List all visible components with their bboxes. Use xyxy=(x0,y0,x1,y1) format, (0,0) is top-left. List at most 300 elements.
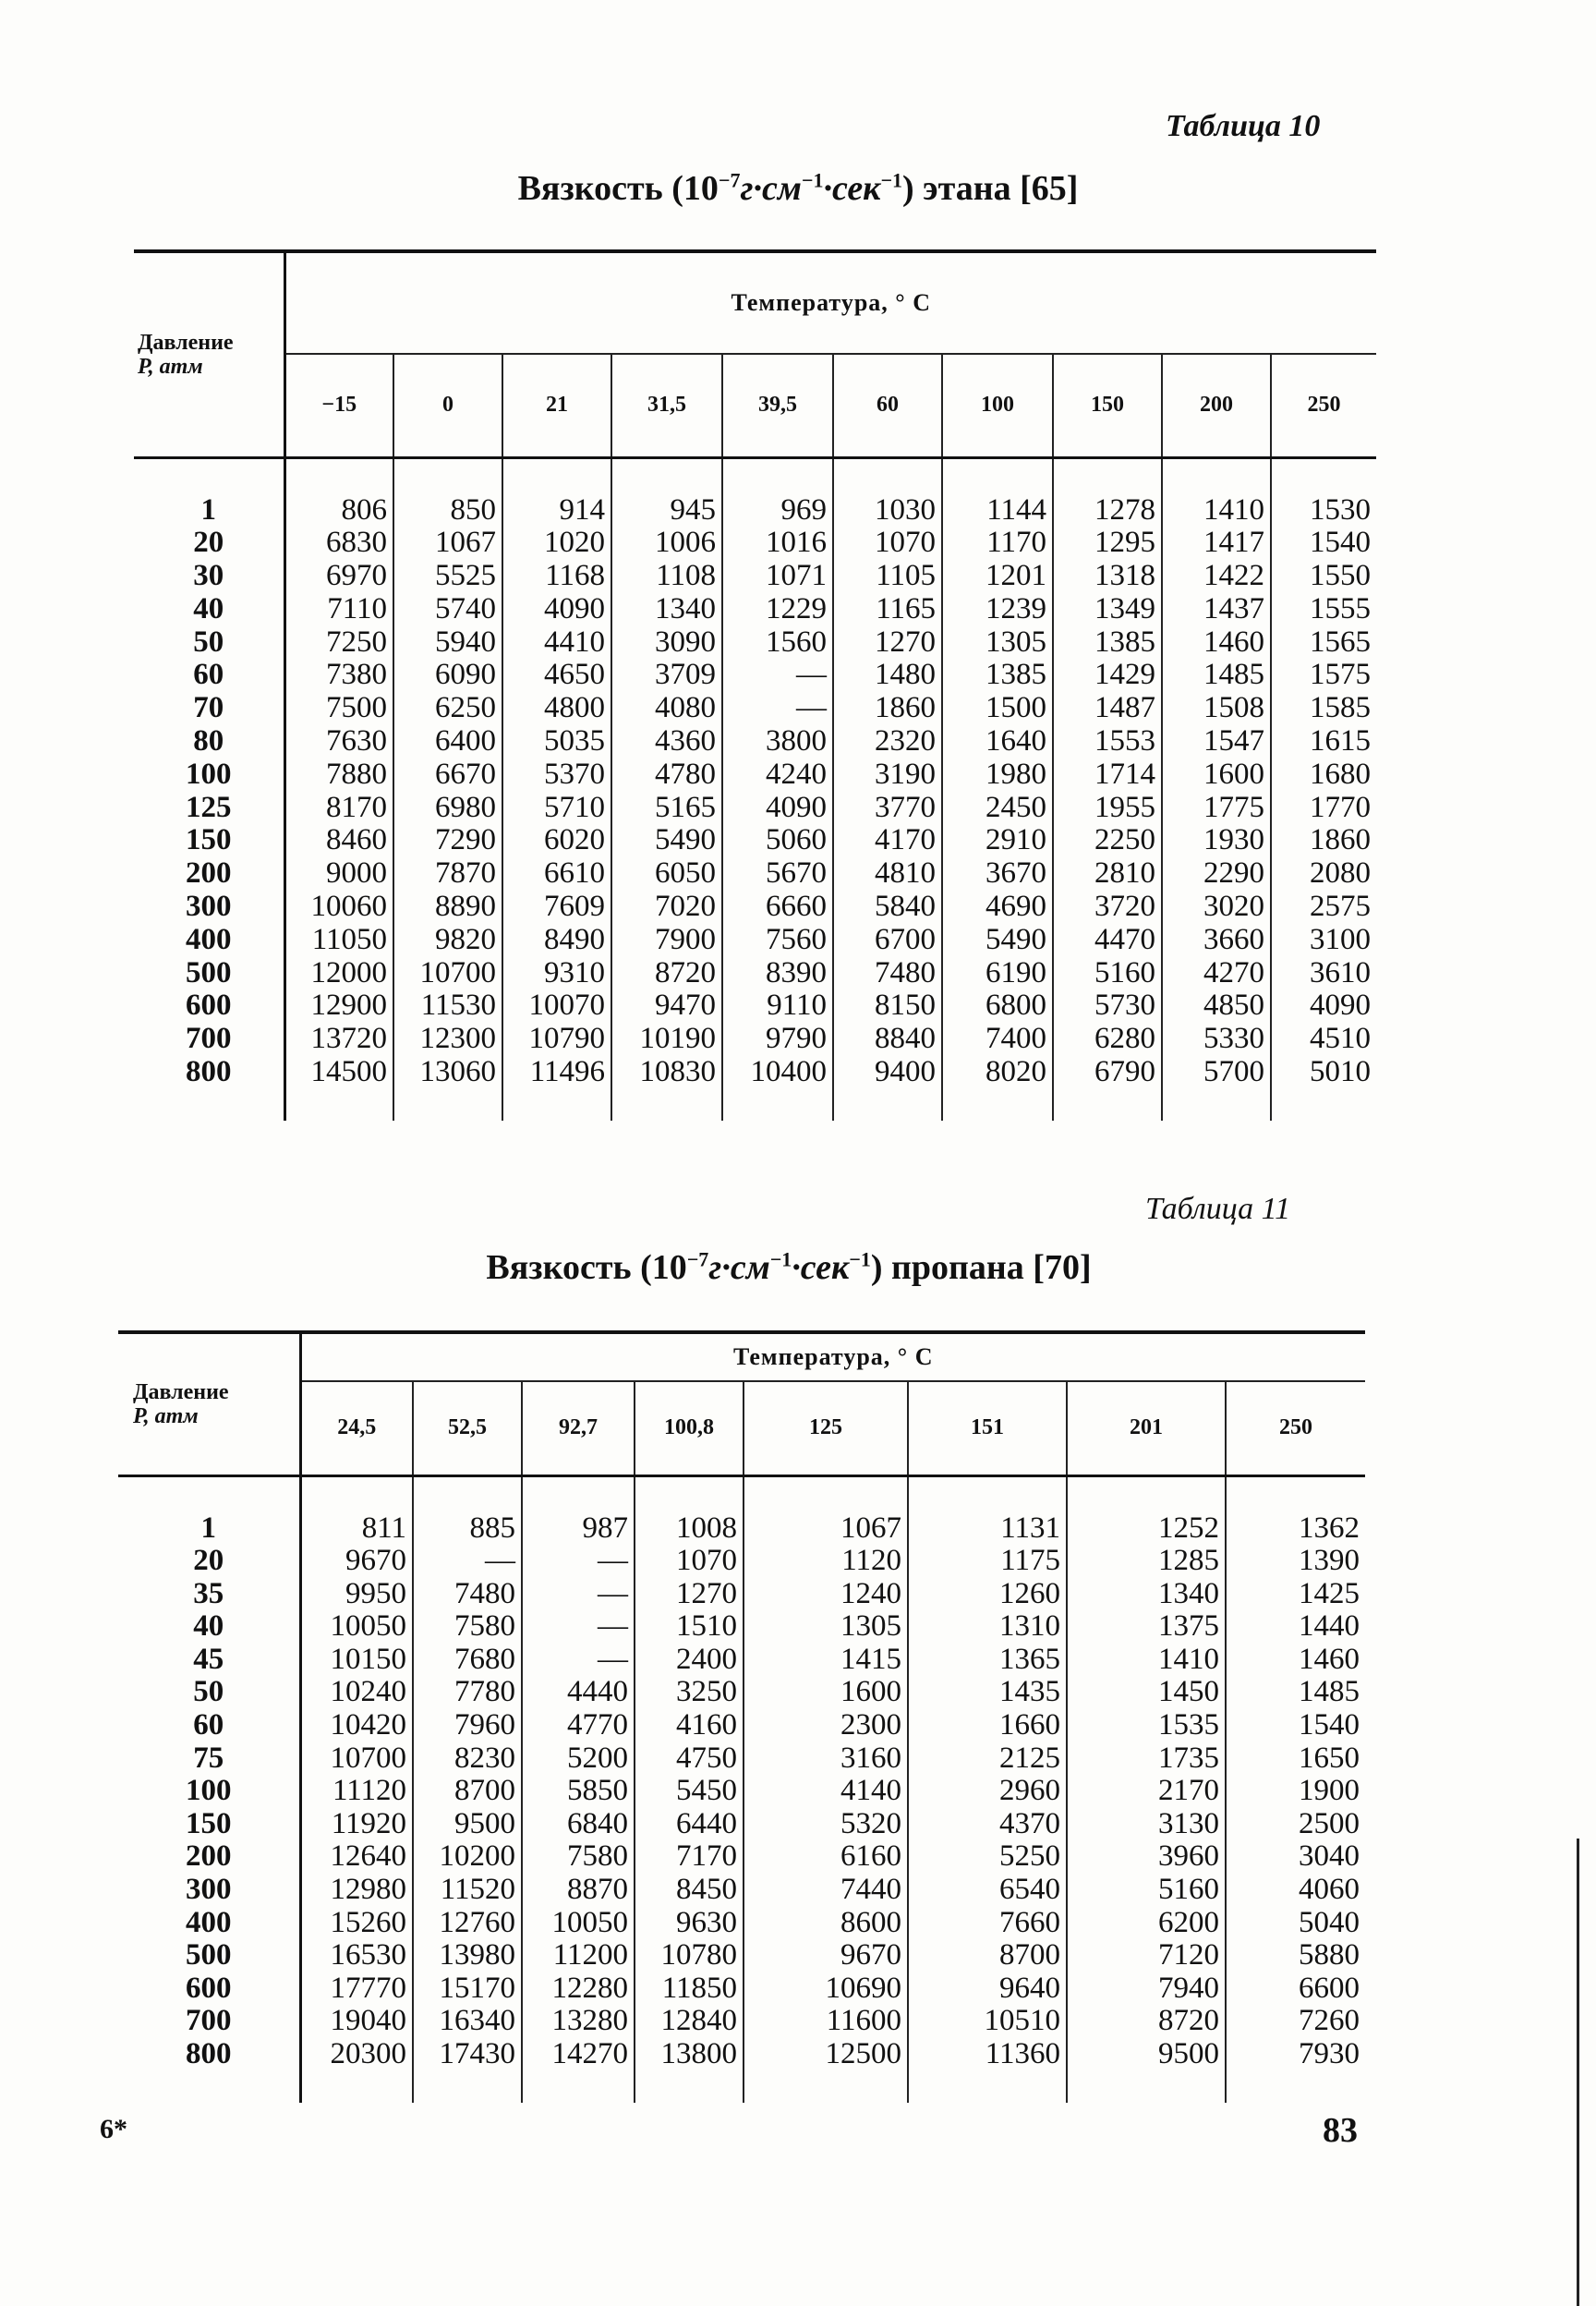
viscosity-cell: 2300 xyxy=(744,1709,908,1742)
viscosity-cell: 806 xyxy=(284,494,393,528)
table-row xyxy=(134,659,1376,692)
viscosity-cell: 1480 xyxy=(833,659,942,692)
viscosity-cell: 4360 xyxy=(611,725,722,759)
viscosity-cell: 1239 xyxy=(942,593,1053,626)
viscosity-cell: 8840 xyxy=(833,1023,942,1056)
viscosity-cell: 1560 xyxy=(722,626,833,660)
viscosity-cell: 2960 xyxy=(908,1775,1067,1808)
pressure-cell: 600 xyxy=(186,989,232,1023)
viscosity-cell: 1340 xyxy=(611,593,722,626)
viscosity-cell: 6670 xyxy=(393,759,502,792)
viscosity-cell: 15260 xyxy=(300,1907,413,1940)
viscosity-cell: — xyxy=(522,1610,635,1644)
viscosity-cell: 1487 xyxy=(1053,692,1162,725)
viscosity-cell: 7780 xyxy=(413,1676,522,1709)
viscosity-cell: 1485 xyxy=(1162,659,1271,692)
viscosity-cell: 12280 xyxy=(522,1972,635,2006)
viscosity-cell: 3660 xyxy=(1162,924,1271,957)
temperature-col-header: 250 xyxy=(1271,354,1376,457)
viscosity-cell: 2080 xyxy=(1271,857,1376,891)
viscosity-cell: 1860 xyxy=(833,692,942,725)
viscosity-cell: 3090 xyxy=(611,626,722,660)
viscosity-cell: 1020 xyxy=(502,527,611,560)
viscosity-cell: 2250 xyxy=(1053,824,1162,857)
viscosity-cell: 2320 xyxy=(833,725,942,759)
viscosity-cell: 5370 xyxy=(502,759,611,792)
viscosity-cell: 9790 xyxy=(722,1023,833,1056)
table-row xyxy=(134,924,1376,957)
viscosity-cell: 1410 xyxy=(1067,1644,1226,1677)
viscosity-cell: 8700 xyxy=(908,1939,1067,1972)
viscosity-cell: 9470 xyxy=(611,989,722,1023)
viscosity-cell: 13800 xyxy=(635,2038,744,2071)
pressure-cell: 40 xyxy=(193,591,224,625)
viscosity-cell: — xyxy=(413,1545,522,1578)
viscosity-cell: 16530 xyxy=(300,1939,413,1972)
viscosity-cell: 11120 xyxy=(300,1775,413,1808)
viscosity-cell: 1550 xyxy=(1271,560,1376,593)
viscosity-cell: 969 xyxy=(722,494,833,528)
page-number: 83 xyxy=(1323,2111,1358,2150)
viscosity-cell: 1270 xyxy=(833,626,942,660)
table11-title: Вязкость $(10^{-7}г\cdot см^{-1}\cdot сек^{-1})$ пропана [70] xyxy=(486,1247,1092,1287)
table-row xyxy=(134,891,1376,924)
viscosity-cell: 10150 xyxy=(300,1644,413,1677)
viscosity-cell: 1770 xyxy=(1271,792,1376,825)
viscosity-cell: 8020 xyxy=(942,1056,1053,1089)
viscosity-cell: 7400 xyxy=(942,1023,1053,1056)
viscosity-cell: 14500 xyxy=(284,1056,393,1089)
viscosity-cell: 9950 xyxy=(300,1578,413,1611)
temperature-col-header: 150 xyxy=(1053,354,1162,457)
viscosity-cell: 8450 xyxy=(635,1874,744,1907)
viscosity-cell: 9310 xyxy=(502,957,611,990)
viscosity-cell: 9820 xyxy=(393,924,502,957)
viscosity-cell: 6980 xyxy=(393,792,502,825)
viscosity-cell: 1585 xyxy=(1271,692,1376,725)
viscosity-cell: 2450 xyxy=(942,792,1053,825)
table-row xyxy=(134,957,1376,990)
viscosity-cell: 6400 xyxy=(393,725,502,759)
viscosity-cell: 1553 xyxy=(1053,725,1162,759)
viscosity-cell: 4140 xyxy=(744,1775,908,1808)
viscosity-cell: 11850 xyxy=(635,1972,744,2006)
viscosity-cell: 3670 xyxy=(942,857,1053,891)
pressure-cell: 800 xyxy=(186,2037,232,2070)
viscosity-cell: 1860 xyxy=(1271,824,1376,857)
viscosity-cell: 8490 xyxy=(502,924,611,957)
viscosity-cell: 1650 xyxy=(1226,1742,1365,1776)
viscosity-cell: 9500 xyxy=(413,1808,522,1841)
table-row xyxy=(134,824,1376,857)
viscosity-cell: 7290 xyxy=(393,824,502,857)
viscosity-cell: 11360 xyxy=(908,2038,1067,2071)
viscosity-cell: 914 xyxy=(502,494,611,528)
viscosity-cell: 13980 xyxy=(413,1939,522,1972)
table-row xyxy=(134,626,1376,660)
viscosity-cell: 10050 xyxy=(522,1907,635,1940)
viscosity-cell: 1565 xyxy=(1271,626,1376,660)
pressure-cell: 700 xyxy=(186,1022,232,1056)
viscosity-cell: 10780 xyxy=(635,1939,744,1972)
viscosity-cell: 1071 xyxy=(722,560,833,593)
pressure-cell: 300 xyxy=(186,890,232,924)
viscosity-cell: 4160 xyxy=(635,1709,744,1742)
viscosity-cell: 1365 xyxy=(908,1644,1067,1677)
pressure-cell: 50 xyxy=(193,1675,224,1709)
viscosity-cell: 1168 xyxy=(502,560,611,593)
viscosity-cell: 1540 xyxy=(1271,527,1376,560)
viscosity-cell: 2810 xyxy=(1053,857,1162,891)
viscosity-cell: 6800 xyxy=(942,989,1053,1023)
viscosity-cell: 6160 xyxy=(744,1840,908,1874)
viscosity-cell: 8390 xyxy=(722,957,833,990)
viscosity-cell: 1714 xyxy=(1053,759,1162,792)
viscosity-cell: 10700 xyxy=(393,957,502,990)
viscosity-cell: 1008 xyxy=(635,1512,744,1546)
viscosity-cell: 9400 xyxy=(833,1056,942,1089)
viscosity-cell: 4690 xyxy=(942,891,1053,924)
viscosity-cell: 1425 xyxy=(1226,1578,1365,1611)
viscosity-cell: 11050 xyxy=(284,924,393,957)
viscosity-cell: 4170 xyxy=(833,824,942,857)
viscosity-cell: 1429 xyxy=(1053,659,1162,692)
viscosity-cell: 3160 xyxy=(744,1742,908,1776)
table-row xyxy=(118,1676,1365,1709)
viscosity-cell: 7680 xyxy=(413,1644,522,1677)
viscosity-cell: 6840 xyxy=(522,1808,635,1841)
viscosity-cell: 8890 xyxy=(393,891,502,924)
viscosity-cell: 1310 xyxy=(908,1610,1067,1644)
viscosity-cell: 1547 xyxy=(1162,725,1271,759)
viscosity-cell: 10200 xyxy=(413,1840,522,1874)
viscosity-cell: 3709 xyxy=(611,659,722,692)
viscosity-cell: 7480 xyxy=(413,1578,522,1611)
pressure-cell: 20 xyxy=(193,526,224,560)
pressure-cell: 300 xyxy=(186,1873,232,1907)
viscosity-cell: 11600 xyxy=(744,2005,908,2038)
viscosity-cell: 3770 xyxy=(833,792,942,825)
viscosity-cell: 10190 xyxy=(611,1023,722,1056)
viscosity-cell: 1340 xyxy=(1067,1578,1226,1611)
viscosity-cell: 10700 xyxy=(300,1742,413,1776)
viscosity-cell: 1555 xyxy=(1271,593,1376,626)
viscosity-cell: 6790 xyxy=(1053,1056,1162,1089)
viscosity-cell: 4750 xyxy=(635,1742,744,1776)
viscosity-cell: 3720 xyxy=(1053,891,1162,924)
pressure-cell: 200 xyxy=(186,856,232,891)
viscosity-cell: 6830 xyxy=(284,527,393,560)
table-row xyxy=(118,2038,1365,2071)
viscosity-cell: 7609 xyxy=(502,891,611,924)
table-row xyxy=(134,692,1376,725)
viscosity-cell: 11920 xyxy=(300,1808,413,1841)
viscosity-cell: 10400 xyxy=(722,1056,833,1089)
viscosity-cell: 5940 xyxy=(393,626,502,660)
viscosity-cell: 945 xyxy=(611,494,722,528)
viscosity-cell: 10690 xyxy=(744,1972,908,2006)
viscosity-cell: 10420 xyxy=(300,1709,413,1742)
viscosity-cell: 1930 xyxy=(1162,824,1271,857)
viscosity-cell: 1240 xyxy=(744,1578,908,1611)
viscosity-cell: 4080 xyxy=(611,692,722,725)
viscosity-cell: 2125 xyxy=(908,1742,1067,1776)
viscosity-cell: 1070 xyxy=(635,1545,744,1578)
viscosity-cell: 4770 xyxy=(522,1709,635,1742)
viscosity-cell: — xyxy=(522,1545,635,1578)
viscosity-cell: 1385 xyxy=(942,659,1053,692)
viscosity-cell: 10790 xyxy=(502,1023,611,1056)
pressure-cell: 150 xyxy=(186,823,232,857)
viscosity-cell: 7260 xyxy=(1226,2005,1365,2038)
viscosity-cell: — xyxy=(522,1644,635,1677)
viscosity-cell: 10050 xyxy=(300,1610,413,1644)
pressure-cell: 50 xyxy=(193,625,224,659)
viscosity-cell: 1385 xyxy=(1053,626,1162,660)
pressure-cell: 60 xyxy=(193,658,224,692)
viscosity-cell: 5330 xyxy=(1162,1023,1271,1056)
viscosity-cell: 4650 xyxy=(502,659,611,692)
viscosity-cell: 6280 xyxy=(1053,1023,1162,1056)
pressure-cell: 80 xyxy=(193,724,224,759)
viscosity-cell: 1252 xyxy=(1067,1512,1226,1546)
viscosity-cell: 7500 xyxy=(284,692,393,725)
viscosity-cell: 1305 xyxy=(942,626,1053,660)
table-row xyxy=(118,1874,1365,1907)
pressure-cell: 100 xyxy=(186,1774,232,1808)
viscosity-cell: 7870 xyxy=(393,857,502,891)
viscosity-cell: 14270 xyxy=(522,2038,635,2071)
viscosity-cell: 16340 xyxy=(413,2005,522,2038)
viscosity-cell: 1067 xyxy=(393,527,502,560)
viscosity-cell: 4240 xyxy=(722,759,833,792)
viscosity-cell: 5490 xyxy=(942,924,1053,957)
pressure-cell: 20 xyxy=(193,1544,224,1578)
temperature-col-header: 151 xyxy=(908,1381,1067,1475)
viscosity-cell: 5850 xyxy=(522,1775,635,1808)
viscosity-cell: 1615 xyxy=(1271,725,1376,759)
viscosity-cell: 1131 xyxy=(908,1512,1067,1546)
viscosity-cell: 9640 xyxy=(908,1972,1067,2006)
viscosity-cell: 3960 xyxy=(1067,1840,1226,1874)
viscosity-cell: 1508 xyxy=(1162,692,1271,725)
viscosity-cell: 3130 xyxy=(1067,1808,1226,1841)
pressure-cell: 40 xyxy=(193,1609,224,1644)
viscosity-cell: 1362 xyxy=(1226,1512,1365,1546)
viscosity-cell: 1775 xyxy=(1162,792,1271,825)
viscosity-cell: 6540 xyxy=(908,1874,1067,1907)
viscosity-cell: 1540 xyxy=(1226,1709,1365,1742)
table-row xyxy=(118,1610,1365,1644)
table-row xyxy=(134,527,1376,560)
viscosity-cell: 20300 xyxy=(300,2038,413,2071)
table10-label: Таблица 10 xyxy=(1166,109,1321,143)
viscosity-cell: 12980 xyxy=(300,1874,413,1907)
viscosity-cell: 1415 xyxy=(744,1644,908,1677)
viscosity-cell: 4090 xyxy=(1271,989,1376,1023)
temperature-header: Температура, ° C xyxy=(300,1332,1365,1381)
viscosity-cell: 1440 xyxy=(1226,1610,1365,1644)
viscosity-cell: 5320 xyxy=(744,1808,908,1841)
viscosity-cell: 5670 xyxy=(722,857,833,891)
viscosity-cell: 9000 xyxy=(284,857,393,891)
viscosity-cell: 8700 xyxy=(413,1775,522,1808)
viscosity-cell: 1229 xyxy=(722,593,833,626)
temperature-col-header: −15 xyxy=(284,354,393,457)
viscosity-cell: 5525 xyxy=(393,560,502,593)
viscosity-cell: 1530 xyxy=(1271,494,1376,528)
pressure-cell: 30 xyxy=(193,559,224,593)
viscosity-cell: 8720 xyxy=(611,957,722,990)
viscosity-cell: 13720 xyxy=(284,1023,393,1056)
viscosity-cell: 1435 xyxy=(908,1676,1067,1709)
viscosity-cell: 6020 xyxy=(502,824,611,857)
viscosity-cell: 6190 xyxy=(942,957,1053,990)
viscosity-cell: 6610 xyxy=(502,857,611,891)
pressure-cell: 400 xyxy=(186,1905,232,1939)
temperature-col-header: 52,5 xyxy=(413,1381,522,1475)
table-row xyxy=(118,1644,1365,1677)
viscosity-cell: 13280 xyxy=(522,2005,635,2038)
temperature-col-header: 0 xyxy=(393,354,502,457)
viscosity-cell: 5710 xyxy=(502,792,611,825)
viscosity-cell: 1500 xyxy=(942,692,1053,725)
viscosity-cell: 1980 xyxy=(942,759,1053,792)
viscosity-cell: 7880 xyxy=(284,759,393,792)
pressure-cell: 800 xyxy=(186,1055,232,1089)
pressure-cell: 45 xyxy=(193,1642,224,1676)
pressure-header: Давление P, атм xyxy=(138,330,234,379)
viscosity-cell: 1285 xyxy=(1067,1545,1226,1578)
viscosity-cell: 9670 xyxy=(300,1545,413,1578)
viscosity-cell: 885 xyxy=(413,1512,522,1546)
viscosity-cell: 8170 xyxy=(284,792,393,825)
viscosity-cell: 11496 xyxy=(502,1056,611,1089)
viscosity-cell: 9500 xyxy=(1067,2038,1226,2071)
temperature-col-header: 100,8 xyxy=(635,1381,744,1475)
viscosity-cell: 1318 xyxy=(1053,560,1162,593)
viscosity-cell: 1006 xyxy=(611,527,722,560)
pressure-cell: 125 xyxy=(186,790,232,824)
viscosity-cell: 1270 xyxy=(635,1578,744,1611)
viscosity-cell: 2575 xyxy=(1271,891,1376,924)
viscosity-cell: 4090 xyxy=(502,593,611,626)
viscosity-cell: 12840 xyxy=(635,2005,744,2038)
viscosity-cell: 9110 xyxy=(722,989,833,1023)
viscosity-cell: 11200 xyxy=(522,1939,635,1972)
viscosity-cell: 5035 xyxy=(502,725,611,759)
viscosity-cell: 6090 xyxy=(393,659,502,692)
viscosity-cell: 3800 xyxy=(722,725,833,759)
viscosity-cell: 1375 xyxy=(1067,1610,1226,1644)
table-row xyxy=(134,792,1376,825)
viscosity-cell: 1660 xyxy=(908,1709,1067,1742)
viscosity-cell: 17430 xyxy=(413,2038,522,2071)
table-row xyxy=(118,1578,1365,1611)
viscosity-cell: 7020 xyxy=(611,891,722,924)
pressure-cell: 200 xyxy=(186,1839,232,1874)
table-row xyxy=(134,725,1376,759)
viscosity-cell: 1510 xyxy=(635,1610,744,1644)
table-row xyxy=(118,2005,1365,2038)
viscosity-cell: 8460 xyxy=(284,824,393,857)
viscosity-cell: 10830 xyxy=(611,1056,722,1089)
viscosity-cell: 1460 xyxy=(1162,626,1271,660)
viscosity-cell: 12000 xyxy=(284,957,393,990)
viscosity-cell: 1278 xyxy=(1053,494,1162,528)
viscosity-cell: 19040 xyxy=(300,2005,413,2038)
viscosity-cell: 11520 xyxy=(413,1874,522,1907)
viscosity-cell: 7560 xyxy=(722,924,833,957)
viscosity-cell: 1535 xyxy=(1067,1709,1226,1742)
viscosity-cell: 4090 xyxy=(722,792,833,825)
temperature-col-header: 201 xyxy=(1067,1381,1226,1475)
table-row xyxy=(134,759,1376,792)
viscosity-cell: 6250 xyxy=(393,692,502,725)
viscosity-cell: 4060 xyxy=(1226,1874,1365,1907)
viscosity-cell: 7940 xyxy=(1067,1972,1226,2006)
viscosity-cell: 4780 xyxy=(611,759,722,792)
viscosity-cell: — xyxy=(522,1578,635,1611)
viscosity-cell: 1144 xyxy=(942,494,1053,528)
viscosity-cell: 7250 xyxy=(284,626,393,660)
viscosity-cell: 15170 xyxy=(413,1972,522,2006)
pressure-cell: 500 xyxy=(186,955,232,989)
viscosity-cell: 1105 xyxy=(833,560,942,593)
viscosity-cell: 2170 xyxy=(1067,1775,1226,1808)
temperature-col-header: 92,7 xyxy=(522,1381,635,1475)
viscosity-cell: 5040 xyxy=(1226,1907,1365,1940)
temperature-col-header: 31,5 xyxy=(611,354,722,457)
table11-label: Таблица 11 xyxy=(1145,1192,1291,1226)
viscosity-cell: 1410 xyxy=(1162,494,1271,528)
viscosity-cell: 7440 xyxy=(744,1874,908,1907)
pressure-cell: 60 xyxy=(193,1708,224,1742)
table-row xyxy=(134,560,1376,593)
pressure-cell: 75 xyxy=(193,1741,224,1775)
viscosity-cell: 1108 xyxy=(611,560,722,593)
viscosity-cell: — xyxy=(722,659,833,692)
pressure-cell: 400 xyxy=(186,922,232,956)
table-row xyxy=(118,1840,1365,1874)
temperature-col-header: 60 xyxy=(833,354,942,457)
viscosity-cell: 5840 xyxy=(833,891,942,924)
viscosity-cell: 5250 xyxy=(908,1840,1067,1874)
viscosity-cell: 12640 xyxy=(300,1840,413,1874)
table-row xyxy=(118,1939,1365,1972)
viscosity-cell: 9630 xyxy=(635,1907,744,1940)
viscosity-cell: 10060 xyxy=(284,891,393,924)
viscosity-cell: — xyxy=(722,692,833,725)
temperature-col-header: 125 xyxy=(744,1381,908,1475)
pressure-cell: 70 xyxy=(193,691,224,725)
viscosity-cell: 8150 xyxy=(833,989,942,1023)
viscosity-cell: 6200 xyxy=(1067,1907,1226,1940)
viscosity-cell: 5450 xyxy=(635,1775,744,1808)
viscosity-cell: 11530 xyxy=(393,989,502,1023)
viscosity-cell: 10510 xyxy=(908,2005,1067,2038)
viscosity-cell: 8600 xyxy=(744,1907,908,1940)
viscosity-cell: 8230 xyxy=(413,1742,522,1776)
viscosity-cell: 3100 xyxy=(1271,924,1376,957)
temperature-col-header: 21 xyxy=(502,354,611,457)
pressure-cell: 100 xyxy=(186,757,232,791)
viscosity-cell: 3250 xyxy=(635,1676,744,1709)
viscosity-cell: 1417 xyxy=(1162,527,1271,560)
viscosity-cell: 1600 xyxy=(744,1676,908,1709)
viscosity-cell: 7660 xyxy=(908,1907,1067,1940)
viscosity-cell: 12760 xyxy=(413,1907,522,1940)
